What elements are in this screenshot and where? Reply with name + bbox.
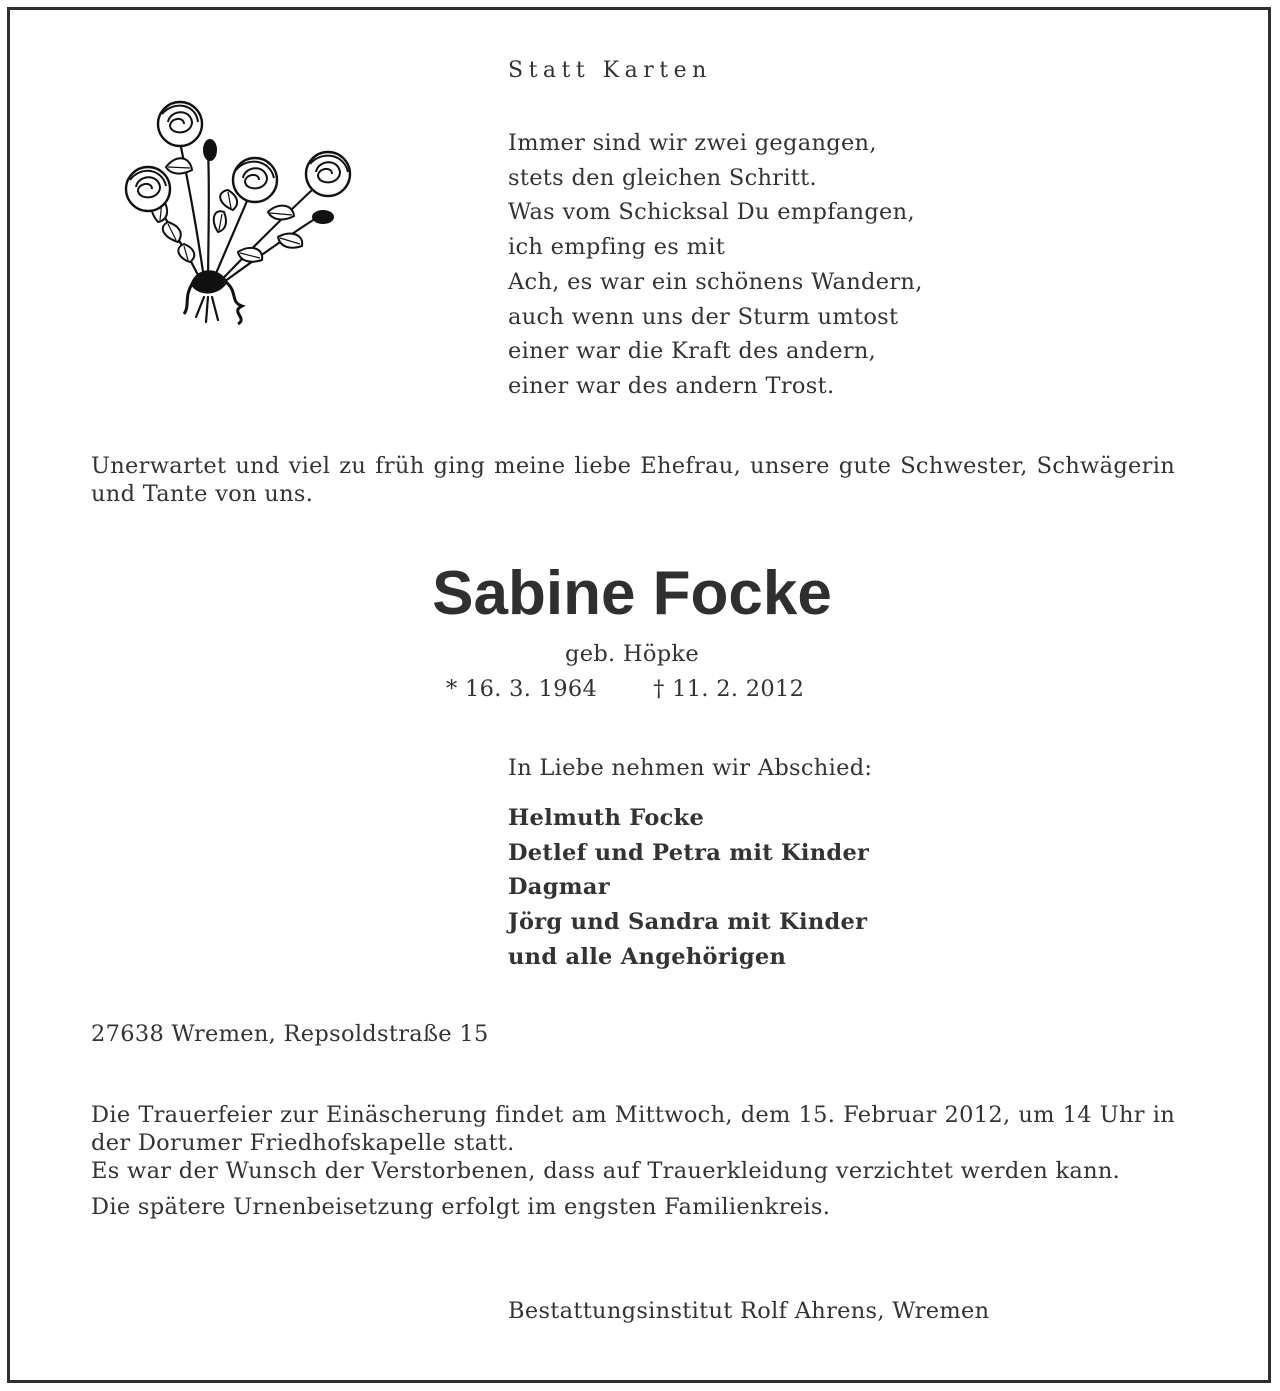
mourners-list bbox=[508, 801, 869, 975]
poem-line: einer war des andern Trost. bbox=[508, 372, 835, 399]
ceremony-paragraph: Die Trauerfeier zur Einäscherung findet am Mittwoch, dem 15. Februar 2012, um 14 Uhr in der Dorumer Friedhofskapelle statt. bbox=[91, 1102, 1175, 1156]
notice-header: Statt Karten bbox=[508, 58, 712, 83]
death-date: † 11. 2. 2012 bbox=[653, 676, 805, 702]
mourner: und alle Angehörigen bbox=[508, 943, 787, 970]
roses-bouquet-icon bbox=[118, 92, 363, 327]
mourner: Dagmar bbox=[508, 874, 610, 901]
address: 27638 Wremen, Repsoldstraße 15 bbox=[91, 1021, 489, 1047]
mourner: Helmuth Focke bbox=[508, 805, 705, 831]
intro-text: Unerwartet und viel zu früh ging meine liebe Ehefrau, unsere gute Schwester, Schwägerin und Tante von uns. bbox=[91, 453, 1175, 507]
poem-line: Immer sind wir zwei gegangen, bbox=[508, 130, 877, 156]
deceased-name: Sabine Focke bbox=[432, 559, 832, 628]
farewell-intro: In Liebe nehmen wir Abschied: bbox=[508, 755, 873, 781]
poem-line: auch wenn uns der Sturm umtost bbox=[508, 303, 899, 330]
poem-line: einer war die Kraft des andern, bbox=[508, 338, 877, 365]
poem-line: ich empfing es mit bbox=[508, 234, 726, 261]
mourner: Jörg und Sandra mit Kinder bbox=[508, 909, 868, 936]
ceremony-details bbox=[91, 1101, 1175, 1221]
maiden-name: geb. Höpke bbox=[565, 641, 699, 667]
ceremony-paragraph: Die spätere Urnenbeisetzung erfolgt im engsten Familienkreis. bbox=[91, 1194, 831, 1220]
undertaker: Bestattungsinstitut Rolf Ahrens, Wremen bbox=[508, 1298, 990, 1324]
life-dates bbox=[446, 676, 804, 702]
poem-line: Was vom Schicksal Du empfangen, bbox=[508, 199, 915, 226]
mourner: Detlef und Petra mit Kinder bbox=[508, 839, 870, 866]
ceremony-paragraph: Es war der Wunsch der Verstorbenen, dass auf Trauerkleidung verzichtet werden kann. bbox=[91, 1158, 1121, 1184]
poem-line: Ach, es war ein schönens Wandern, bbox=[508, 268, 923, 295]
birth-date: * 16. 3. 1964 bbox=[446, 676, 598, 702]
poem-line: stets den gleichen Schritt. bbox=[508, 164, 817, 191]
poem bbox=[508, 126, 923, 404]
